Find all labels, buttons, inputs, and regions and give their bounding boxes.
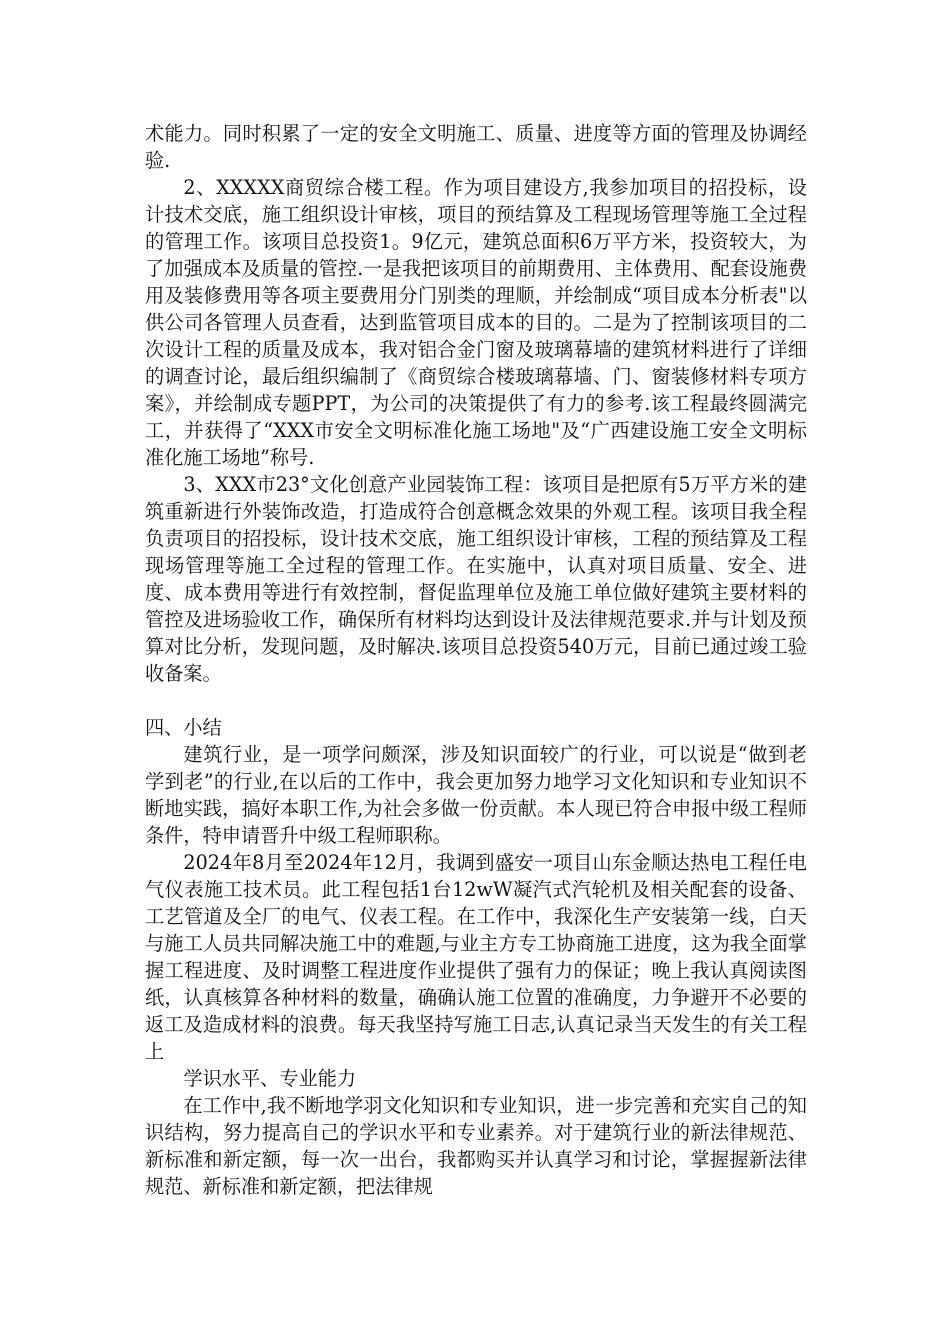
document-page <box>145 120 807 1200</box>
section-heading-summary: 四、小结 <box>145 716 222 739</box>
paragraph-project-3: 3、XXX市23°文化创意产业园装饰工程：该项目是把原有5万平方米的建筑重新进行外装饰改造，打造成符合创意概念效果的外观工程。该项目我全程负责项目的招投标，设计技术交底，施工组织设计审核，工程的预结算及工程现场管理等施工全过程的管理工作。在实施中，认真对项目质量、安全、进度、成本费用等进行有效控制，督促监理单位及施工单位做好建筑主要材料的管控及进场验收工作，确保所有材料均达到设计及法律规范要求.并与计划及预算对比分析，发现问题，及时解决.该项目总投资540万元，目前已通过竣工验收备案。 <box>145 473 807 685</box>
blank-line <box>145 687 807 714</box>
paragraph-work-experience: 2024年8月至2024年12月，我调到盛安一项目山东金顺达热电工程任电气仪表施工技术员。此工程包括1台12wW凝汽式汽轮机及相关配套的设备、工艺管道及全厂的电气、仪表工程。在工作中，我深化生产安装第一线，白天与施工人员共同解决施工中的难题,与业主方专工协商施工进度，这为我全面掌握工程进度、及时调整工程进度作业提供了强有力的保证；晚上我认真阅读图纸，认真核算各种材料的数量，确确认施工位置的准确度，力争避开不必要的返工及造成材料的浪费。每天我坚持写施工日志,认真记录当天发生的有关工程上 <box>145 851 807 1063</box>
paragraph-project-2: 2、XXXXX商贸综合楼工程。作为项目建设方,我参加项目的招投标，设计技术交底，施工组织设计审核，项目的预结算及工程现场管理等施工全过程的管理工作。该项目总投资1。9亿元，建筑总面积6万平方米，投资较大，为了加强成本及质量的管控.一是我把该项目的前期费用、主体费用、配套设施费用及装修费用等各项主要费用分门别类的理顺，并绘制成“项目成本分析表"以供公司各管理人员查看，达到监管项目成本的目的。二是为了控制该项目的二次设计工程的质量及成本，我对铝合金门窗及玻璃幕墙的建筑材料进行了详细的调查讨论，最后组织编制了《商贸综合楼玻璃幕墙、门、窗装修材料专项方案》，并绘制成专题PPT，为公司的决策提供了有力的参考.该工程最终圆满完工，并获得了“XXX市安全文明标准化施工场地"及“广西建设施工安全文明标准化施工场地”称号. <box>145 176 807 469</box>
paragraph-continuation: 术能力。同时积累了一定的安全文明施工、质量、进度等方面的管理及协调经验. <box>145 122 807 172</box>
subheading-knowledge: 学识水平、专业能力 <box>183 1067 357 1090</box>
paragraph-knowledge: 在工作中,我不断地学羽文化知识和专业知识，进一步完善和充实自己的知识结构，努力提高自己的学识水平和专业素养。对于建筑行业的新法律规范、新标准和新定额，每一次一出台，我都购买并认真学习和讨论，掌握握新法律规范、新标准和新定额，把法律规 <box>145 1094 807 1198</box>
paragraph-summary: 建筑行业，是一项学问颇深，涉及知识面较广的行业，可以说是“做到老学到老”的行业,在以后的工作中，我会更加努力地学习文化知识和专业知识不断地实践，搞好本职工作,为社会多做一份贡献。本人现已符合申报中级工程师条件，特申请晋升中级工程师职称。 <box>145 743 807 847</box>
